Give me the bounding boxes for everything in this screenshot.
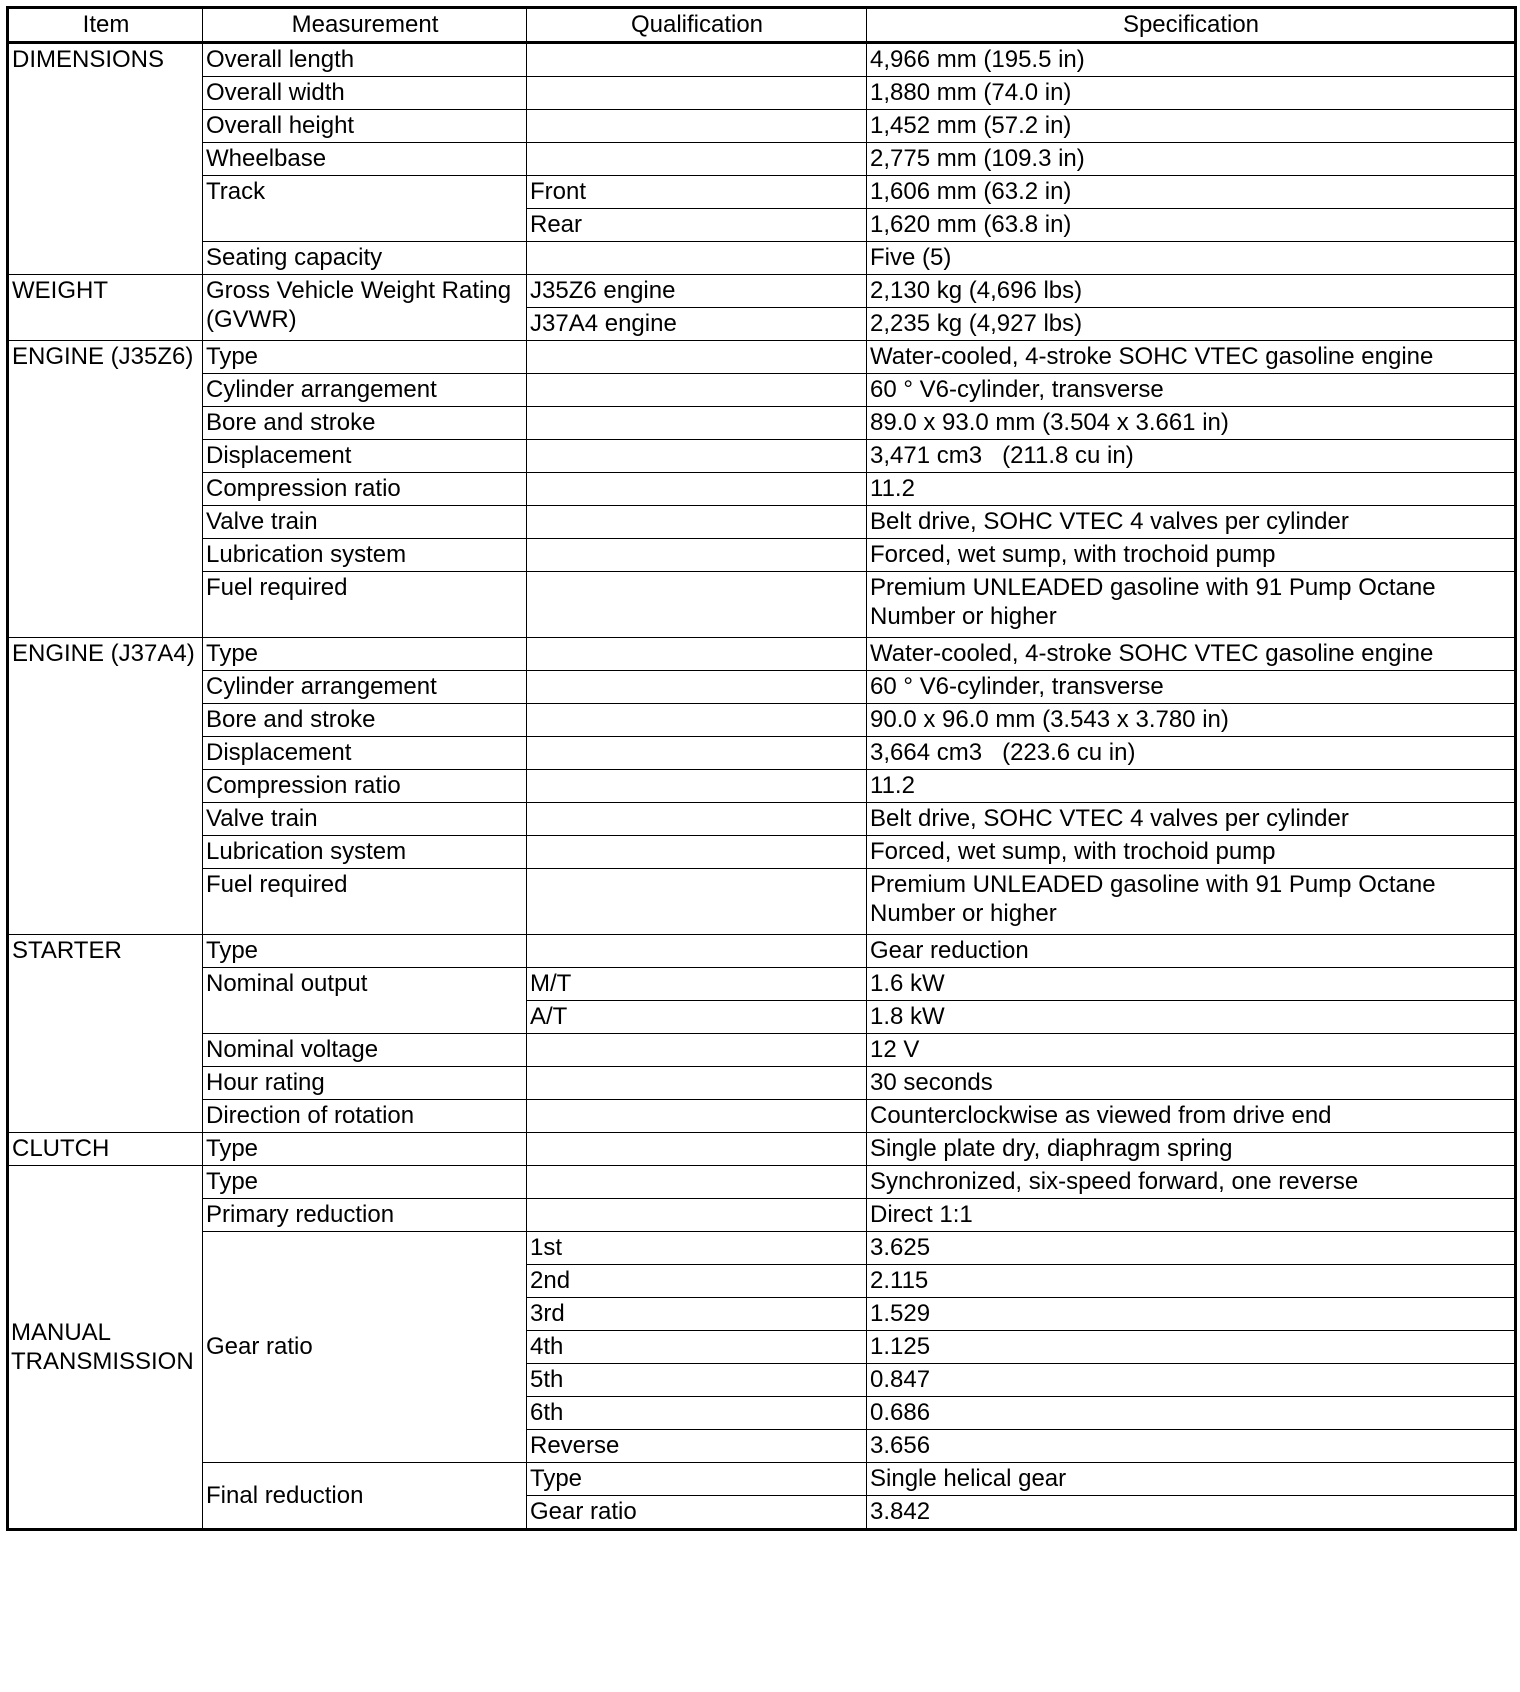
- table-row: [8, 1034, 1516, 1067]
- table-row: [8, 935, 1516, 968]
- qualification-cell: [527, 341, 867, 374]
- item-engine-j37a4: ENGINE (J37A4): [8, 638, 203, 935]
- table-row: [8, 110, 1516, 143]
- item-dimensions: DIMENSIONS: [8, 43, 203, 275]
- qualification-cell: Rear: [527, 209, 867, 242]
- specification-cell: Counterclockwise as viewed from drive end: [867, 1100, 1516, 1133]
- qualification-cell: [527, 473, 867, 506]
- qualification-cell: J35Z6 engine: [527, 275, 867, 308]
- measurement-cell: Cylinder arrangement: [203, 671, 527, 704]
- table-row: [8, 803, 1516, 836]
- item-manual-transmission: MANUAL TRANSMISSION: [8, 1166, 203, 1530]
- qualification-cell: [527, 836, 867, 869]
- specification-cell: Water-cooled, 4-stroke SOHC VTEC gasoline engine: [867, 341, 1516, 374]
- measurement-cell: Cylinder arrangement: [203, 374, 527, 407]
- measurement-cell: Nominal output: [203, 968, 527, 1034]
- table-row: [8, 506, 1516, 539]
- measurement-cell: Type: [203, 1133, 527, 1166]
- measurement-cell: Overall width: [203, 77, 527, 110]
- table-row: [8, 1463, 1516, 1496]
- qualification-cell: [527, 572, 867, 638]
- qualification-cell: [527, 935, 867, 968]
- qualification-cell: Gear ratio: [527, 1496, 867, 1530]
- specification-cell: Forced, wet sump, with trochoid pump: [867, 836, 1516, 869]
- table-row: [8, 968, 1516, 1001]
- specification-cell: 1,452 mm (57.2 in): [867, 110, 1516, 143]
- measurement-cell: Gear ratio: [203, 1232, 527, 1463]
- specification-cell: Gear reduction: [867, 935, 1516, 968]
- qualification-cell: [527, 737, 867, 770]
- specification-cell: 2,235 kg (4,927 lbs): [867, 308, 1516, 341]
- qualification-cell: [527, 407, 867, 440]
- measurement-cell: Gross Vehicle Weight Rating (GVWR): [203, 275, 527, 341]
- measurement-cell: Overall height: [203, 110, 527, 143]
- qualification-cell: M/T: [527, 968, 867, 1001]
- measurement-cell: Lubrication system: [203, 539, 527, 572]
- qualification-cell: 4th: [527, 1331, 867, 1364]
- qualification-cell: J37A4 engine: [527, 308, 867, 341]
- specification-cell: Premium UNLEADED gasoline with 91 Pump Octane Number or higher: [867, 572, 1516, 638]
- measurement-cell: Valve train: [203, 803, 527, 836]
- table-row: [8, 1199, 1516, 1232]
- measurement-cell: Seating capacity: [203, 242, 527, 275]
- table-row: [8, 1100, 1516, 1133]
- specification-cell: Belt drive, SOHC VTEC 4 valves per cylinder: [867, 803, 1516, 836]
- measurement-cell: Type: [203, 638, 527, 671]
- table-row: [8, 704, 1516, 737]
- table-row: [8, 341, 1516, 374]
- header-specification: Specification: [867, 8, 1516, 43]
- specification-cell: Direct 1:1: [867, 1199, 1516, 1232]
- specification-cell: 1.125: [867, 1331, 1516, 1364]
- qualification-cell: [527, 671, 867, 704]
- qualification-cell: [527, 704, 867, 737]
- measurement-cell: Final reduction: [203, 1463, 527, 1530]
- specification-cell: 1.8 kW: [867, 1001, 1516, 1034]
- qualification-cell: 1st: [527, 1232, 867, 1265]
- specification-cell: 1,880 mm (74.0 in): [867, 77, 1516, 110]
- specification-cell: 2.115: [867, 1265, 1516, 1298]
- specification-cell: 3.656: [867, 1430, 1516, 1463]
- measurement-cell: Bore and stroke: [203, 407, 527, 440]
- header-item: Item: [8, 8, 203, 43]
- specification-cell: 30 seconds: [867, 1067, 1516, 1100]
- measurement-cell: Nominal voltage: [203, 1034, 527, 1067]
- table-row: [8, 43, 1516, 77]
- specification-cell: 4,966 mm (195.5 in): [867, 43, 1516, 77]
- qualification-cell: [527, 110, 867, 143]
- table-row: [8, 836, 1516, 869]
- measurement-cell: Hour rating: [203, 1067, 527, 1100]
- specification-cell: Premium UNLEADED gasoline with 91 Pump Octane Number or higher: [867, 869, 1516, 935]
- qualification-cell: 5th: [527, 1364, 867, 1397]
- qualification-cell: [527, 803, 867, 836]
- header-qualification: Qualification: [527, 8, 867, 43]
- qualification-cell: [527, 638, 867, 671]
- qualification-cell: [527, 869, 867, 935]
- table-row: [8, 407, 1516, 440]
- measurement-cell: Type: [203, 1166, 527, 1199]
- specification-cell: 90.0 x 96.0 mm (3.543 x 3.780 in): [867, 704, 1516, 737]
- specification-cell: Single plate dry, diaphragm spring: [867, 1133, 1516, 1166]
- table-row: [8, 770, 1516, 803]
- measurement-cell: Primary reduction: [203, 1199, 527, 1232]
- qualification-cell: [527, 374, 867, 407]
- qualification-cell: Reverse: [527, 1430, 867, 1463]
- qualification-cell: [527, 1034, 867, 1067]
- item-engine-j35z6: ENGINE (J35Z6): [8, 341, 203, 638]
- table-row: [8, 737, 1516, 770]
- qualification-cell: [527, 440, 867, 473]
- header-row: [8, 8, 1516, 43]
- header-measurement: Measurement: [203, 8, 527, 43]
- table-row: [8, 143, 1516, 176]
- specification-cell: 3,664 cm3 (223.6 cu in): [867, 737, 1516, 770]
- specification-cell: Forced, wet sump, with trochoid pump: [867, 539, 1516, 572]
- specification-cell: 12 V: [867, 1034, 1516, 1067]
- table-row: [8, 440, 1516, 473]
- table-row: [8, 1133, 1516, 1166]
- specification-cell: 3,471 cm3 (211.8 cu in): [867, 440, 1516, 473]
- measurement-cell: Track: [203, 176, 527, 242]
- qualification-cell: 6th: [527, 1397, 867, 1430]
- specification-cell: 60 ° V6-cylinder, transverse: [867, 374, 1516, 407]
- specification-cell: 11.2: [867, 770, 1516, 803]
- specification-cell: 1.529: [867, 1298, 1516, 1331]
- measurement-cell: Type: [203, 935, 527, 968]
- specification-cell: 3.842: [867, 1496, 1516, 1530]
- table-row: [8, 176, 1516, 209]
- qualification-cell: [527, 539, 867, 572]
- measurement-cell: Displacement: [203, 737, 527, 770]
- measurement-cell: Wheelbase: [203, 143, 527, 176]
- specification-cell: 1,620 mm (63.8 in): [867, 209, 1516, 242]
- measurement-cell: Displacement: [203, 440, 527, 473]
- measurement-cell: Overall length: [203, 43, 527, 77]
- table-row: [8, 242, 1516, 275]
- table-row: [8, 374, 1516, 407]
- qualification-cell: [527, 506, 867, 539]
- measurement-cell: Bore and stroke: [203, 704, 527, 737]
- measurement-cell: Type: [203, 341, 527, 374]
- specification-cell: 1.6 kW: [867, 968, 1516, 1001]
- item-clutch: CLUTCH: [8, 1133, 203, 1166]
- table-row: [8, 539, 1516, 572]
- specification-cell: 2,130 kg (4,696 lbs): [867, 275, 1516, 308]
- item-starter: STARTER: [8, 935, 203, 1133]
- qualification-cell: [527, 1067, 867, 1100]
- qualification-cell: [527, 43, 867, 77]
- specifications-table: [6, 6, 1517, 1531]
- qualification-cell: Type: [527, 1463, 867, 1496]
- specification-cell: 1,606 mm (63.2 in): [867, 176, 1516, 209]
- measurement-cell: Fuel required: [203, 572, 527, 638]
- specification-cell: Five (5): [867, 242, 1516, 275]
- specification-cell: 3.625: [867, 1232, 1516, 1265]
- measurement-cell: Direction of rotation: [203, 1100, 527, 1133]
- table-row: [8, 869, 1516, 935]
- qualification-cell: [527, 143, 867, 176]
- measurement-cell: Compression ratio: [203, 770, 527, 803]
- specification-cell: Belt drive, SOHC VTEC 4 valves per cylinder: [867, 506, 1516, 539]
- specification-cell: 2,775 mm (109.3 in): [867, 143, 1516, 176]
- table-row: [8, 572, 1516, 638]
- specification-cell: Synchronized, six-speed forward, one reverse: [867, 1166, 1516, 1199]
- qualification-cell: [527, 77, 867, 110]
- measurement-cell: Fuel required: [203, 869, 527, 935]
- specification-cell: 11.2: [867, 473, 1516, 506]
- qualification-cell: [527, 1133, 867, 1166]
- qualification-cell: [527, 1100, 867, 1133]
- table-row: [8, 1166, 1516, 1199]
- measurement-cell: Compression ratio: [203, 473, 527, 506]
- specification-cell: 0.847: [867, 1364, 1516, 1397]
- specification-cell: 60 ° V6-cylinder, transverse: [867, 671, 1516, 704]
- table-row: [8, 1067, 1516, 1100]
- qualification-cell: [527, 242, 867, 275]
- table-row: [8, 473, 1516, 506]
- qualification-cell: Front: [527, 176, 867, 209]
- item-weight: WEIGHT: [8, 275, 203, 341]
- qualification-cell: 2nd: [527, 1265, 867, 1298]
- qualification-cell: A/T: [527, 1001, 867, 1034]
- measurement-cell: Lubrication system: [203, 836, 527, 869]
- table-row: [8, 1232, 1516, 1265]
- specification-cell: Single helical gear: [867, 1463, 1516, 1496]
- specification-cell: 0.686: [867, 1397, 1516, 1430]
- table-row: [8, 671, 1516, 704]
- qualification-cell: 3rd: [527, 1298, 867, 1331]
- specification-cell: 89.0 x 93.0 mm (3.504 x 3.661 in): [867, 407, 1516, 440]
- qualification-cell: [527, 1199, 867, 1232]
- table-row: [8, 638, 1516, 671]
- measurement-cell: Valve train: [203, 506, 527, 539]
- qualification-cell: [527, 1166, 867, 1199]
- table-row: [8, 275, 1516, 308]
- table-row: [8, 77, 1516, 110]
- specification-cell: Water-cooled, 4-stroke SOHC VTEC gasoline engine: [867, 638, 1516, 671]
- qualification-cell: [527, 770, 867, 803]
